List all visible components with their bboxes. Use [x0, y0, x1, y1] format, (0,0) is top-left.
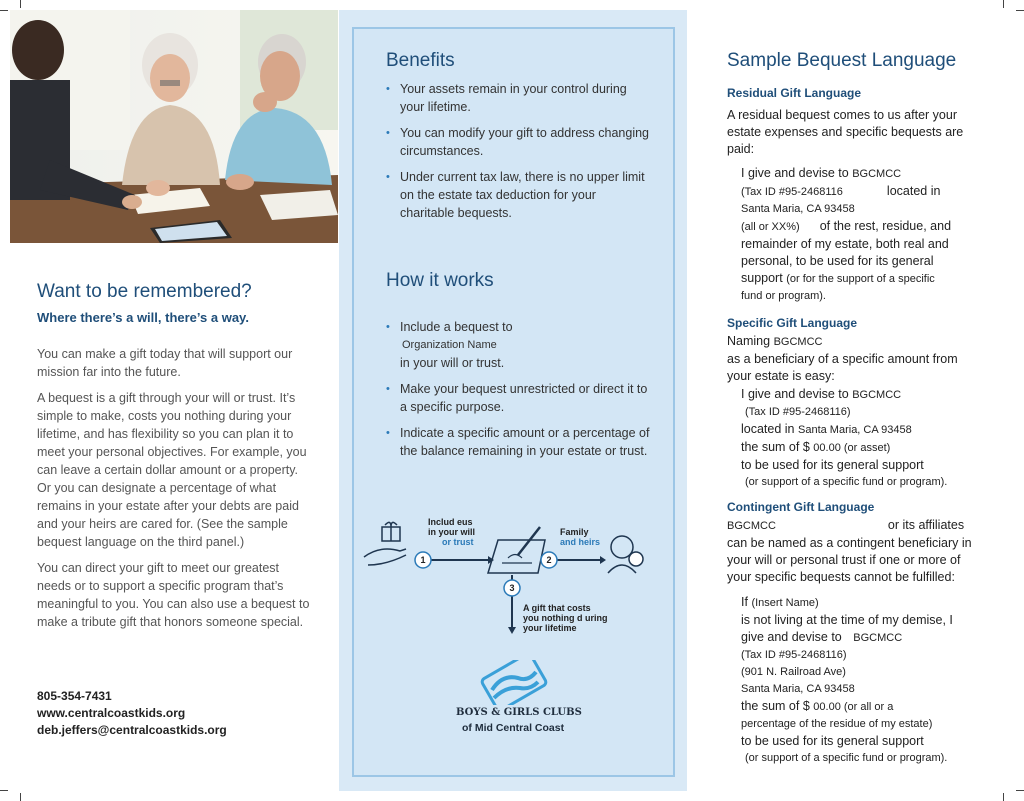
- sample-text: or its affiliates: [887, 518, 965, 532]
- hero-photo: [10, 10, 338, 243]
- benefits-title: Benefits: [386, 50, 455, 71]
- left-paragraph: You can make a gift today that will support our mission far into the future.: [37, 347, 293, 379]
- sample-text: your estate is easy:: [727, 369, 835, 383]
- sample-text: BGCMCC: [727, 520, 776, 532]
- step-2-text: Family: [560, 527, 589, 537]
- step-2-number: 2: [546, 555, 552, 565]
- sample-text: is not living at the time of my demise, I: [741, 613, 953, 627]
- document-sign-icon: [488, 527, 545, 573]
- crop-mark: [1003, 0, 1004, 8]
- benefits-list: [386, 80, 651, 230]
- sample-text: your specific bequests cannot be fulfilled:: [727, 570, 955, 584]
- sample-text: (Insert Name): [751, 597, 819, 609]
- contingent-heading: Contingent Gift Language: [727, 500, 875, 514]
- logo-name: BOYS & GIRLS CLUBS: [456, 707, 582, 718]
- sample-text: Santa Maria, CA 93458: [798, 424, 912, 436]
- step-3-text: you nothing d uring: [523, 613, 608, 623]
- step-1-label: [428, 517, 475, 547]
- step-2-text: and heirs: [560, 537, 601, 547]
- sample-text: (or support of a specific fund or program).: [745, 752, 948, 764]
- crop-mark: [1016, 790, 1024, 791]
- contact-block: [37, 688, 227, 739]
- sample-text: to be used for its general support: [741, 734, 924, 748]
- sample-text: Santa Maria, CA 93458: [741, 203, 855, 215]
- sample-bequest-title: Sample Bequest Language: [727, 50, 957, 71]
- sample-text: the sum of $: [741, 699, 810, 713]
- sample-text: BGCMCC: [852, 389, 902, 401]
- specific-heading: Specific Gift Language: [727, 316, 858, 330]
- step-1-text: in your will: [428, 527, 476, 537]
- sample-text: located in: [886, 184, 941, 198]
- logo-subname: of Mid Central Coast: [462, 722, 565, 734]
- contingent-intro: [727, 517, 1012, 586]
- step-1-text: or trust: [442, 537, 474, 547]
- list-item: • Your assets remain in your control during your lifetime.: [386, 80, 651, 116]
- left-subtitle: Where there’s a will, there’s a way.: [37, 310, 249, 325]
- item-text: in your will or trust.: [400, 356, 505, 370]
- sample-text: (Tax ID #95-2468116): [741, 649, 847, 661]
- sample-text: fund or program).: [741, 290, 826, 302]
- process-diagram: [360, 515, 670, 645]
- step-3-label: [523, 603, 607, 633]
- list-item: • You can modify your gift to address changing circumstances.: [386, 124, 651, 160]
- sample-text: If: [741, 595, 748, 609]
- specific-intro: [727, 333, 997, 385]
- left-paragraph: You can direct your gift to meet our greatest needs or to support a specific program that’s meaningful to you. You can also use a bequest to make a tribute gift that honors someone special.: [37, 561, 310, 629]
- step-2-label: [560, 527, 600, 547]
- sample-text: BGCMCC: [853, 632, 903, 644]
- sample-text: Santa Maria, CA 93458: [741, 683, 855, 695]
- sample-text: personal, to be used for its general: [741, 254, 934, 268]
- left-body: [37, 345, 312, 639]
- sample-text: support: [741, 271, 783, 285]
- sample-text: (901 N. Railroad Ave): [741, 666, 846, 678]
- sample-text: of the rest, residue, and: [819, 219, 952, 233]
- phone-number: 805-354-7431: [37, 689, 112, 703]
- contingent-sample: [741, 594, 1001, 767]
- crop-mark: [1003, 793, 1004, 801]
- step-1-number: 1: [420, 555, 426, 565]
- sample-text: to be used for its general support: [741, 458, 924, 472]
- how-it-works-title: How it works: [386, 270, 494, 291]
- sample-text: Naming: [727, 334, 771, 348]
- sample-text: as a beneficiary of a specific amount from: [727, 352, 958, 366]
- step-3-text: A gift that costs: [523, 603, 591, 613]
- sample-text: (Tax ID #95-2468116): [745, 406, 851, 418]
- list-item: • Indicate a specific amount or a percentage of the balance remaining in your estate or trust.: [386, 424, 651, 460]
- crop-mark: [20, 0, 21, 8]
- gift-hand-icon: [364, 522, 406, 565]
- sample-text: located in: [741, 422, 795, 436]
- crop-mark: [0, 790, 8, 791]
- sample-text: give and devise to: [741, 630, 842, 644]
- website-link[interactable]: www.centralcoastkids.org: [37, 706, 186, 720]
- specific-sample: [741, 386, 1001, 491]
- sample-text: (all or XX%): [741, 221, 800, 233]
- sample-text: (Tax ID #95-2468116: [741, 186, 843, 198]
- email-link[interactable]: deb.jeffers@centralcoastkids.org: [37, 723, 227, 737]
- list-item: • Under current tax law, there is no upper limit on the estate tax deduction for your charitable bequests.: [386, 168, 651, 222]
- family-icon: [608, 536, 643, 573]
- step-1-text: Includ eus: [428, 517, 473, 527]
- boys-girls-clubs-logo: [478, 660, 548, 705]
- sample-text: 00.00 (or all or a: [813, 701, 894, 713]
- step-3-number: 3: [509, 583, 515, 593]
- sample-text: 00.00 (or asset): [813, 442, 891, 454]
- residual-heading: Residual Gift Language: [727, 86, 862, 100]
- crop-mark: [20, 793, 21, 801]
- sample-text: I give and devise to: [741, 166, 849, 180]
- sample-text: your will or personal trust if one or more of: [727, 553, 961, 567]
- crop-mark: [0, 10, 8, 11]
- list-item: • Make your bequest unrestricted or direct it to a specific purpose.: [386, 380, 651, 416]
- organization-name: Organization Name: [402, 339, 497, 351]
- how-it-works-list: [386, 318, 651, 468]
- residual-sample: [741, 165, 1001, 305]
- left-paragraph: A bequest is a gift through your will or trust. It’s simple to make, costs you nothing during your lifetime, and has flexibility so you can plan it to meet your personal objectives. For example, you can leave a certain dollar amount or a property. Or you can designate a percentage of what remains in your estate after your debts are paid and your heirs are cared for. (See the sample bequest language on the third panel.): [37, 391, 307, 549]
- sample-text: BGCMCC: [773, 336, 823, 348]
- sample-text: percentage of the residue of my estate): [741, 718, 933, 730]
- sample-text: (or support of a specific fund or program).: [745, 476, 948, 488]
- crop-mark: [1016, 10, 1024, 11]
- sample-text: BGCMCC: [852, 168, 902, 180]
- list-item: [386, 318, 651, 372]
- item-text: • Include a bequest to: [400, 320, 513, 334]
- sample-text: the sum of $: [741, 440, 810, 454]
- left-title: Want to be remembered?: [37, 281, 252, 302]
- sample-text: I give and devise to: [741, 387, 849, 401]
- sample-text: remainder of my estate, both real and: [741, 237, 949, 251]
- sample-text: can be named as a contingent beneficiary in: [727, 536, 972, 550]
- step-3-text: your lifetime: [523, 623, 577, 633]
- residual-intro: A residual bequest comes to us after your estate expenses and specific bequests are paid:: [727, 108, 964, 156]
- sample-text: (or for the support of a specific: [786, 273, 935, 285]
